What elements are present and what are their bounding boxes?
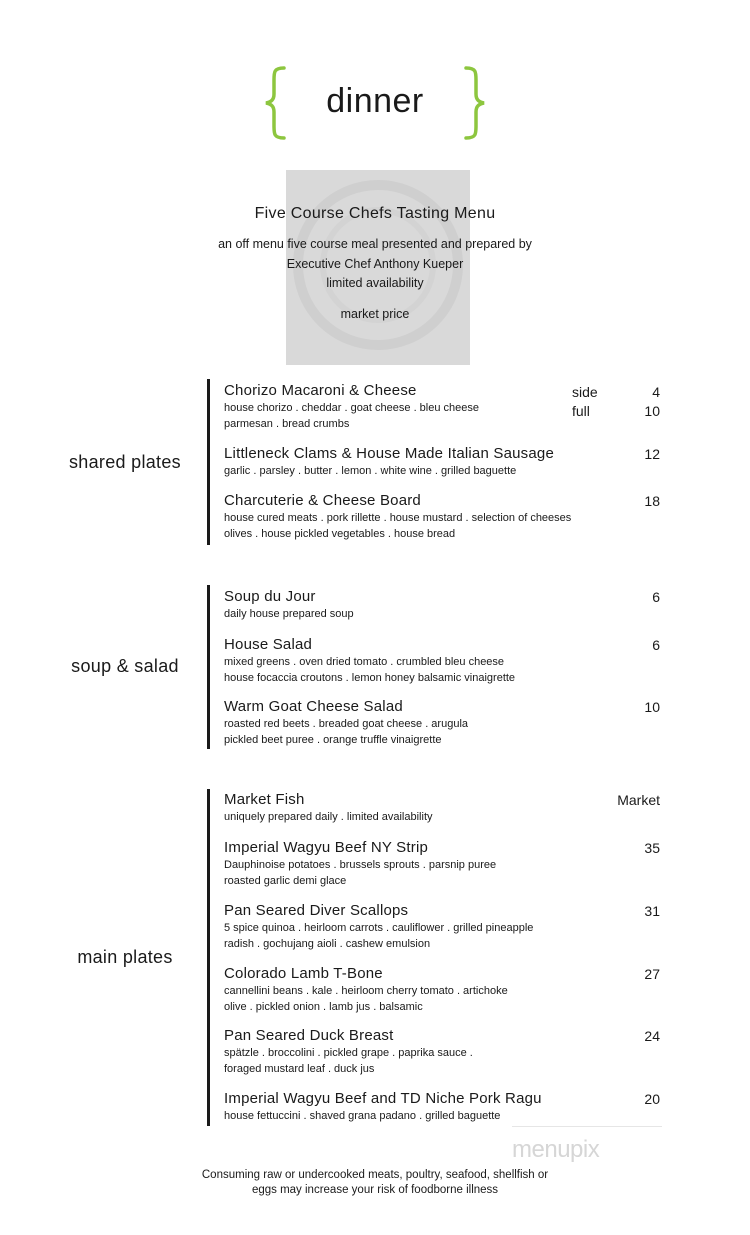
item-price-options bbox=[572, 383, 660, 421]
item-price: 6 bbox=[652, 589, 660, 605]
item-name: Market Fish bbox=[224, 791, 305, 808]
item-description: radish . gochujang aioli . cashew emulsion bbox=[224, 938, 431, 950]
item-description: house cured meats . pork rillette . house mustard . selection of cheeses bbox=[224, 512, 572, 524]
tasting-menu-heading: Five Course Chefs Tasting Menu bbox=[254, 205, 496, 222]
item-name: Imperial Wagyu Beef and TD Niche Pork Ragu bbox=[224, 1090, 542, 1107]
tasting-menu-line: Executive Chef Anthony Kueper bbox=[286, 256, 464, 271]
item-price: Market bbox=[617, 792, 660, 808]
watermark-logo: menupix bbox=[512, 1136, 600, 1163]
item-description: foraged mustard leaf . duck jus bbox=[224, 1063, 375, 1075]
item-description: house focaccia croutons . lemon honey balsamic vinaigrette bbox=[224, 672, 516, 684]
item-name: Soup du Jour bbox=[224, 588, 316, 605]
item-price: 27 bbox=[644, 966, 660, 982]
item-name: Littleneck Clams & House Made Italian Sausage bbox=[224, 445, 555, 462]
item-price: 12 bbox=[644, 446, 660, 462]
section-divider-rule bbox=[207, 585, 210, 749]
menu-item bbox=[224, 965, 660, 1015]
item-description: olive . pickled onion . lamb jus . balsamic bbox=[224, 1001, 423, 1013]
item-price: 10 bbox=[644, 403, 660, 419]
tasting-menu-price: market price bbox=[340, 306, 410, 321]
menu-item bbox=[224, 636, 660, 686]
item-description: uniquely prepared daily . limited availability bbox=[224, 811, 433, 823]
item-description: cannellini beans . kale . heirloom cherry tomato . artichoke bbox=[224, 985, 508, 997]
tasting-menu-line: an off menu five course meal presented and prepared by bbox=[218, 237, 532, 251]
price-size-label: side bbox=[572, 384, 598, 400]
watermark-divider bbox=[512, 1126, 662, 1127]
menu-item bbox=[224, 698, 660, 748]
menu-item bbox=[224, 902, 660, 952]
menu-item bbox=[224, 445, 660, 479]
item-description: 5 spice quinoa . heirloom carrots . cauliflower . grilled pineapple bbox=[224, 922, 534, 934]
item-name: Imperial Wagyu Beef NY Strip bbox=[224, 839, 429, 856]
right-brace-ornament bbox=[460, 66, 488, 140]
item-description: roasted red beets . breaded goat cheese . arugula bbox=[224, 718, 469, 730]
item-description: parmesan . bread crumbs bbox=[224, 418, 350, 430]
item-name: Chorizo Macaroni & Cheese bbox=[224, 382, 417, 399]
item-price: 24 bbox=[644, 1028, 660, 1044]
item-name: Colorado Lamb T-Bone bbox=[224, 965, 383, 982]
tasting-menu bbox=[175, 205, 575, 324]
item-description: spätzle . broccolini . pickled grape . paprika sauce . bbox=[224, 1047, 473, 1059]
item-description: daily house prepared soup bbox=[224, 608, 354, 620]
item-description: pickled beet puree . orange truffle vinaigrette bbox=[224, 734, 442, 746]
item-price: 18 bbox=[644, 493, 660, 509]
item-description: roasted garlic demi glace bbox=[224, 875, 347, 887]
menu-item bbox=[224, 1027, 660, 1077]
menu-item bbox=[224, 382, 660, 432]
section-label-shared-plates: shared plates bbox=[69, 452, 181, 472]
item-price: 4 bbox=[652, 384, 660, 400]
price-size-label: full bbox=[572, 403, 590, 419]
item-name: Warm Goat Cheese Salad bbox=[224, 698, 403, 715]
item-name: Pan Seared Duck Breast bbox=[224, 1027, 394, 1044]
item-name: Charcuterie & Cheese Board bbox=[224, 492, 421, 509]
item-price: 6 bbox=[652, 637, 660, 653]
item-name: Pan Seared Diver Scallops bbox=[224, 902, 409, 919]
tasting-menu-line: limited availability bbox=[326, 276, 424, 290]
menu-item bbox=[224, 1090, 660, 1124]
section-divider-rule bbox=[207, 379, 210, 545]
footer-line: eggs may increase your risk of foodborne illness bbox=[251, 1184, 499, 1196]
section-label-main-plates: main plates bbox=[77, 947, 173, 967]
item-description: Dauphinoise potatoes . brussels sprouts . parsnip puree bbox=[224, 859, 497, 871]
item-description: olives . house pickled vegetables . house bread bbox=[224, 528, 456, 540]
item-description: mixed greens . oven dried tomato . crumbled bleu cheese bbox=[224, 656, 505, 668]
item-price: 10 bbox=[644, 699, 660, 715]
item-description: garlic . parsley . butter . lemon . white wine . grilled baguette bbox=[224, 465, 517, 477]
item-name: House Salad bbox=[224, 636, 313, 653]
item-description: house chorizo . cheddar . goat cheese . bleu cheese bbox=[224, 402, 480, 414]
menu-item bbox=[224, 588, 660, 622]
item-price: 35 bbox=[644, 840, 660, 856]
item-description: house fettuccini . shaved grana padano . grilled baguette bbox=[224, 1110, 501, 1122]
menu-item bbox=[224, 791, 660, 825]
food-safety-notice bbox=[175, 1168, 575, 1198]
page-title: dinner bbox=[326, 82, 424, 120]
section-divider-rule bbox=[207, 789, 210, 1126]
section-label-soup-salad: soup & salad bbox=[71, 656, 179, 676]
menu-item bbox=[224, 492, 660, 542]
item-price: 31 bbox=[644, 903, 660, 919]
footer-line: Consuming raw or undercooked meats, poultry, seafood, shellfish or bbox=[201, 1169, 549, 1181]
item-price: 20 bbox=[644, 1091, 660, 1107]
menu-item bbox=[224, 839, 660, 889]
